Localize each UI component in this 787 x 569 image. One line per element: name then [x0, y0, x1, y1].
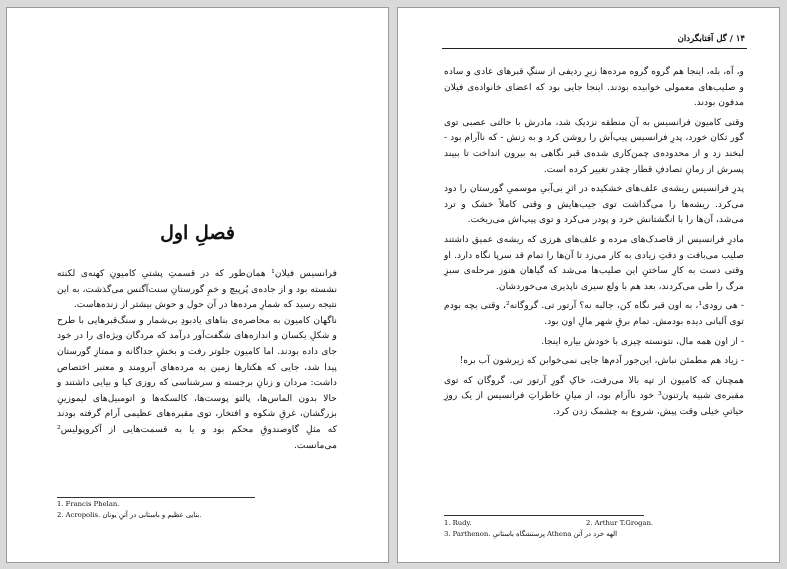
- right-paragraph-8: همچنان که کامیون از تپه بالا می‌رفت، خاکِ گورِ آرتور تی. گروگان که توی مقبره‌ی شبیه پارتنون³ خود ناآرام بود، از میانِ خاطراتِ فرانسیس از یک روزِ حیاتیِ خیلی وقت پیش، شروع به چشمک زدن کرد.: [444, 374, 744, 417]
- footnote-3: 3. Parthenon. پرستشگاه باستانیِ Athena الهه خرد در آتن: [444, 530, 617, 538]
- right-paragraph-4: مادرِ فرانسیس از قاصدک‌های مرده و علف‌های هرزی که ریشه‌ی عمیق داشتند صلیب می‌بافت و دقتِ زیادی به کار می‌زد تا آن‌ها را تمام قد سرپا نگاه دارد. او وقتی دست به کارِ ساختنِ این صلیب‌ها می‌شد که گیاهان هنوز مرحله‌ی سبزِ مرگ را طی می‌کردند، بعد هم با ولع سیری ناپذیری می‌خوردشان.: [444, 233, 744, 292]
- right-page: [397, 7, 780, 563]
- left-page-body: [57, 266, 337, 453]
- footnote-1: 1. Francis Phelan.: [57, 500, 120, 508]
- running-head: ۱۴ / گل آفتابگردان: [677, 34, 745, 44]
- footnote-1: 1. Rudy.: [444, 519, 472, 527]
- right-paragraph-3: پدرِ فرانسیس ریشه‌ی علف‌های خشکیده در اثرِ بی‌آبیِ موسمیِ گورستان را دود می‌کرد. ریشه‌ها را می‌گذاشت توی جیب‌هایش و وقتی کاملاً خشک و ترد می‌شد، آن‌ها را با انگشتانش خرد و پودر می‌کرد و توی پیپ‌اش می‌ریخت.: [444, 183, 744, 226]
- header-divider: [442, 48, 747, 49]
- right-paragraph-5: - هی رودی¹، به اون قبر نگاه کن، جالبه نه؟ آرتور تی. گروگانه²، وقتی بچه بودم توی آلبانی دیده بودمش. تمام برقِ شهر مالِ اون بود.: [444, 300, 745, 327]
- footnote-2: 2. Arthur T.Grogan.: [586, 519, 654, 527]
- footnote-2: 2. Acropolis. بنایی عظیم و باستانی در آتنِ یونان.: [57, 511, 202, 519]
- left-paragraph-2: ناگهان کامیون به محاصره‌ی بناهای یادبودِ بی‌شمار و سنگ‌قبرهایی با طرح و شکلِ یکسان و اندازه‌های شگفت‌آور درآمد که مردگان ویژه‌ای را در خود جای داده بودند. اما کامیون جلوتر رفت و بخشِ جداگانه و ممتازِ گورستان پیدا شد، جایی که هکتارها زمین به مرده‌های آبرومند و معتبر اختصاص داشت: مردان و زنانِ برجسته و سرشناسی که روزی کیا و بیایی داشتند و حالا بدون الماس‌ها، پالتو پوست‌ها، کالسکه‌ها و اتومبیل‌های لیموزینِ بزرگشان، غرقِ شکوه و افتخار، توی مقبره‌های عظیمی آرام گرفته بودند که مثلِ گاوصندوقِ محکم بود و یا به قسمت‌هایی از آکروپولیس² می‌مانست.: [57, 314, 337, 451]
- right-paragraph-1: و، آه، بله، اینجا هم گروه گروه مرده‌ها زیرِ ردیفی از سنگِ قبرهای عادی و ساده و صلیب‌های معمولی خوابیده بودند. اینجا جایی بود که اعضای خانواده‌ی فیلان مدفون بودند.: [444, 66, 744, 109]
- footnote-divider: [444, 515, 644, 516]
- chapter-title: فصلِ اول: [160, 222, 235, 244]
- right-paragraph-7: - زیاد هم مطمئن نباش، این‌جور آدم‌ها جایی نمی‌خوابن که زیرشون آب بره!: [459, 355, 744, 367]
- footnote-divider: [57, 497, 255, 498]
- left-paragraph-1: فرانسیس فیلان¹ همان‌طور که در قسمتِ پشتیِ کامیونِ کهنه‌ی لکنته نشسته بود و از جاده‌ی پُرپیچ و خمِ گورستانِ سنت‌آگنس می‌گذشت، به این نتیجه رسید که شمارِ مرده‌ها در آن حول و حوش بیشتر از زنده‌هاست.: [57, 268, 337, 311]
- right-paragraph-2: وقتی کامیون فرانسیس به آن منطقه نزدیک شد، مادرش با حالتی عصبی توی گور تکان خورد، پدرِ فرانسیس پیپ‌اَش را روشن کرد و به زنش - که ناآرام بود - لبخند زد و از محدوده‌ی چمن‌کاری شده‌ی قبر نگاهی به بیرون انداخت تا ببیند پسرش از زمانِ تصادفِ قطار چقدر تغییر کرده است.: [444, 116, 744, 175]
- right-page-body: [444, 64, 744, 423]
- left-page: [6, 7, 389, 563]
- right-paragraph-6: - از اون همه مال، نتونسته چیزی با خودش بیاره اینجا.: [541, 335, 744, 347]
